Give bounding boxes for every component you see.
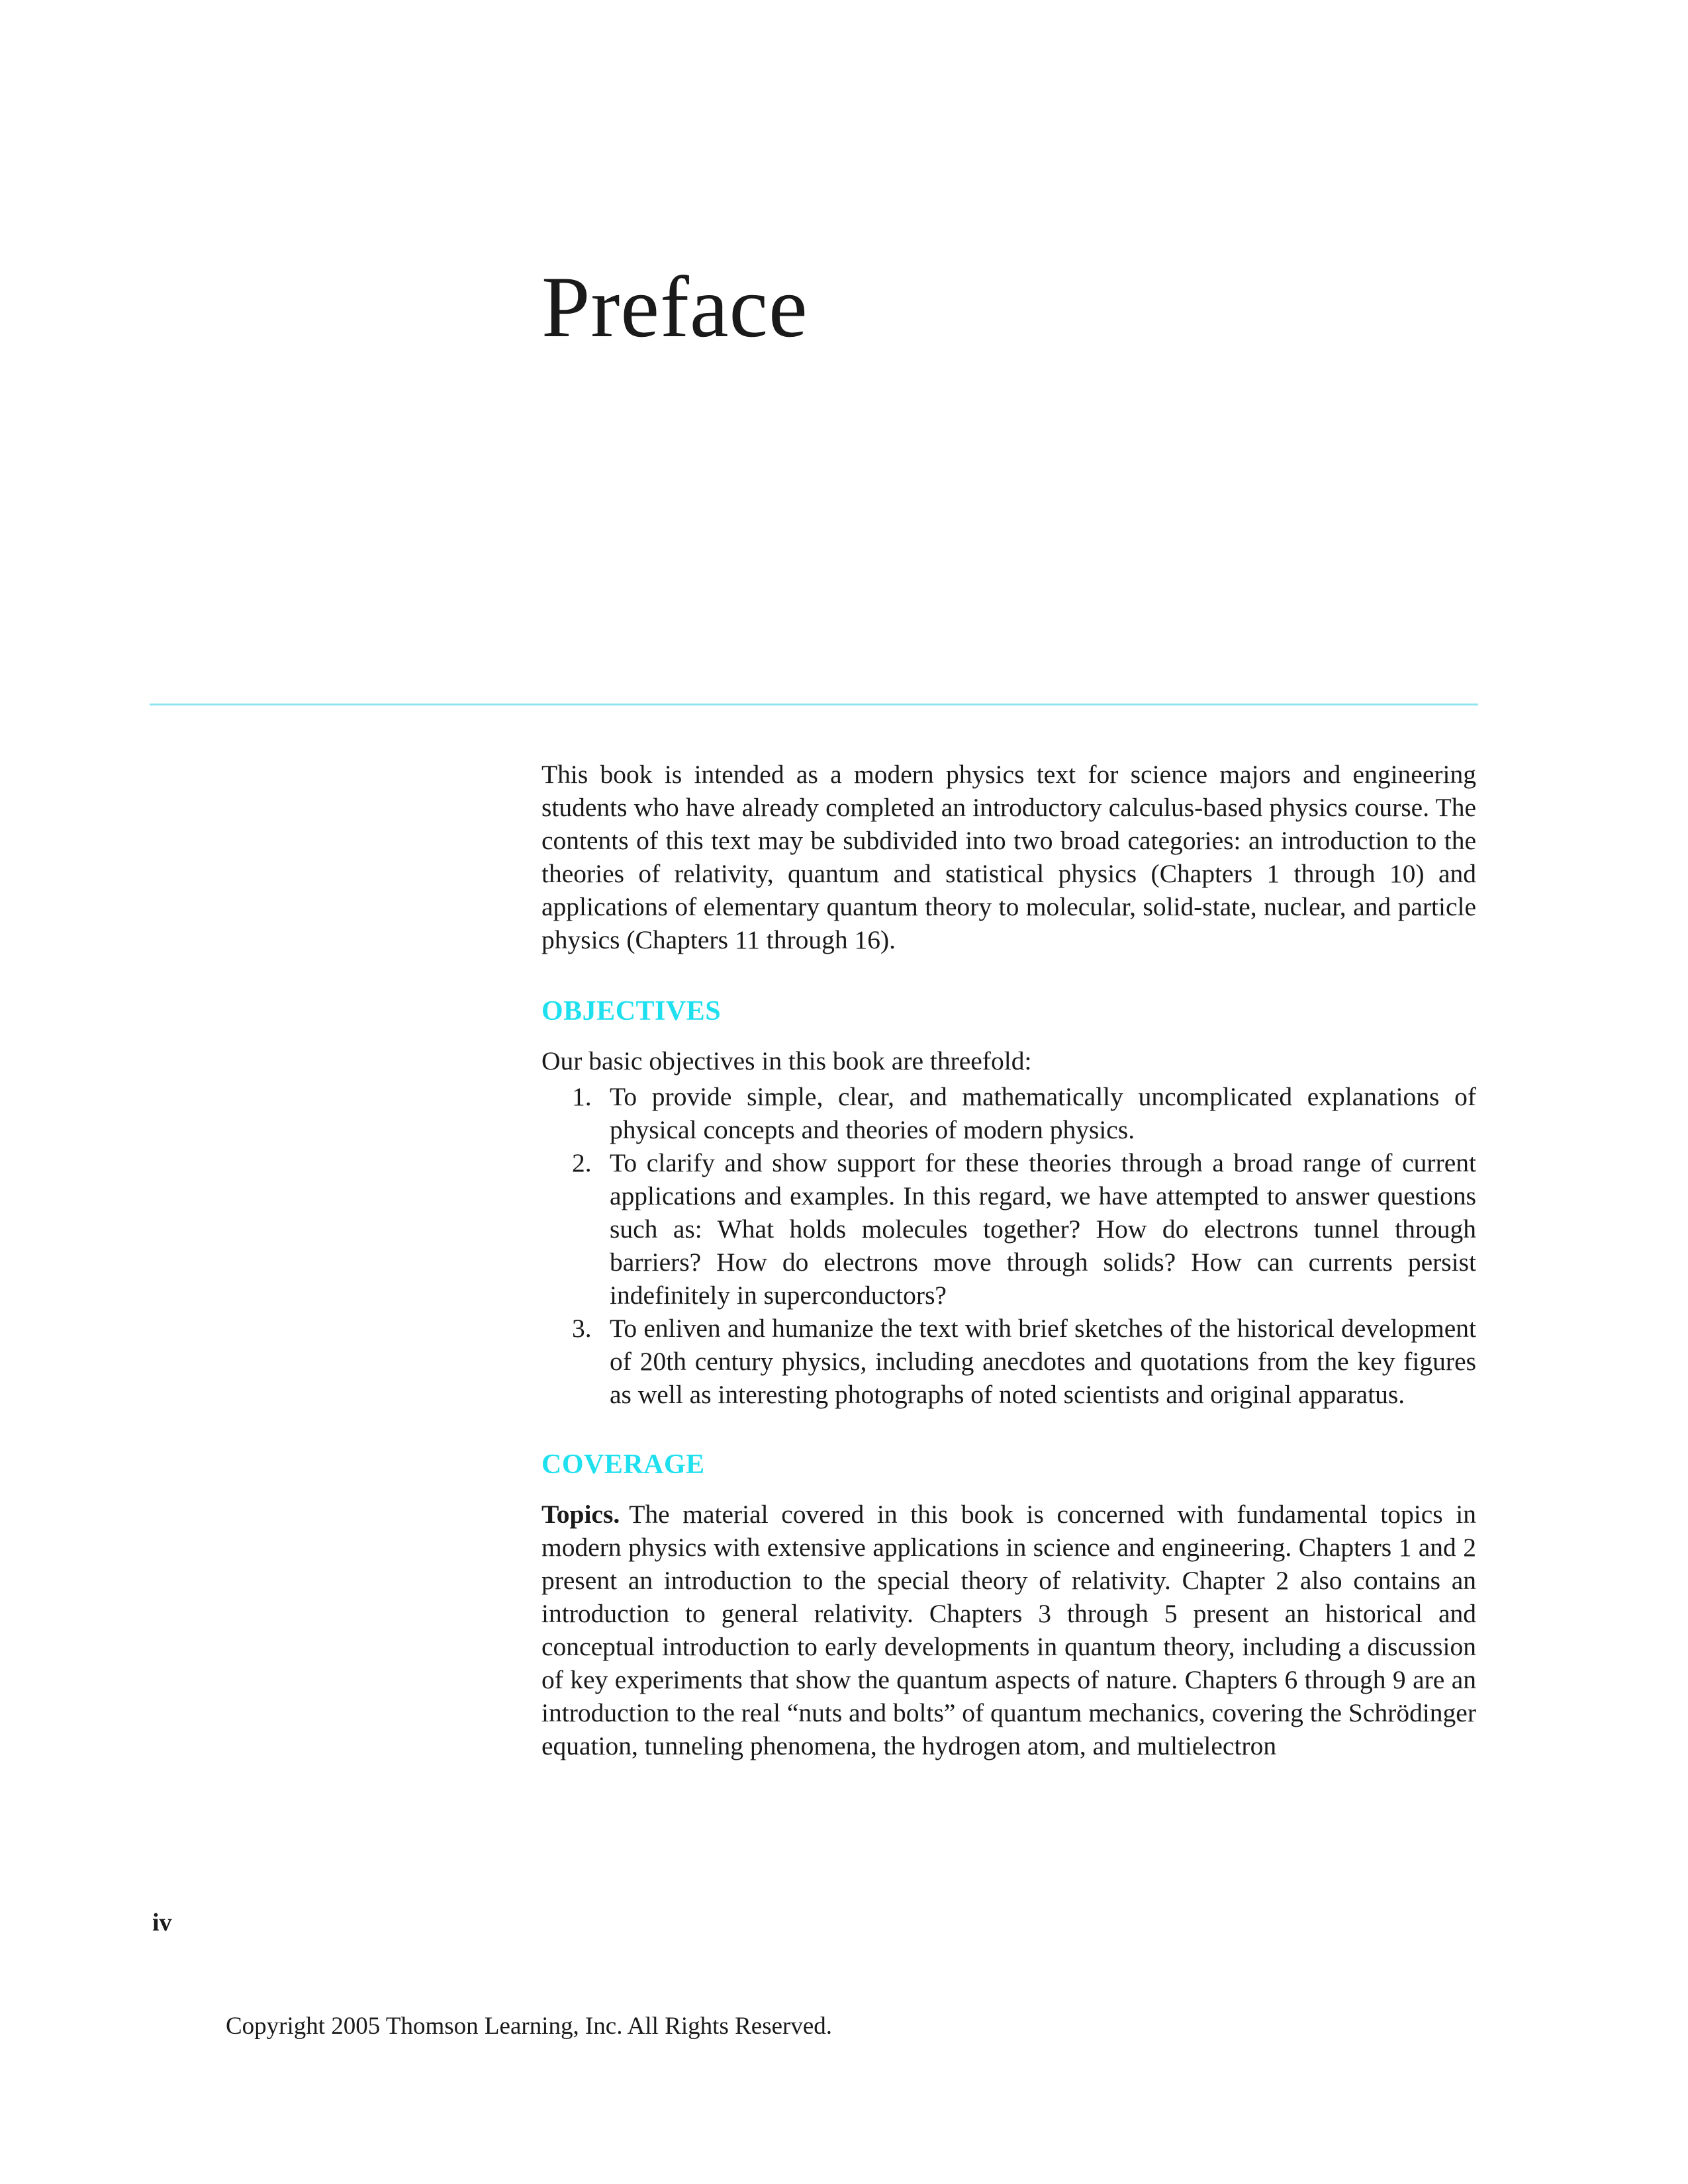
objective-number: 3.: [572, 1314, 592, 1343]
objectives-heading: OBJECTIVES: [541, 996, 722, 1026]
objective-text: To enliven and humanize the text with brief sketches of the historical development of 20th century physics, including anecdotes and quotations from the key figures as well as interesting photographs of noted scientists and original apparatus.: [610, 1314, 1476, 1409]
preface-body: [541, 758, 1476, 1762]
objective-item: [541, 1080, 1476, 1146]
title-divider-rule: [150, 704, 1478, 705]
copyright-notice: Copyright 2005 Thomson Learning, Inc. All Rights Reserved.: [226, 2013, 833, 2040]
objective-text: To provide simple, clear, and mathematically uncomplicated explanations of physical concepts and theories of modern physics.: [610, 1082, 1476, 1144]
page-title: Preface: [541, 258, 808, 355]
topics-text: The material covered in this book is concerned with fundamental topics in modern physics with extensive applications in science and engineering. Chapters 1 and 2 present an introduction to the special theory of relativity. Chapter 2 also contains an introduction to general relativity. Chapters 3 through 5 present an historical and conceptual introduction to early developments in quantum theory, including a discussion of key experiments that show the quantum aspects of nature. Chapters 6 through 9 are an introduction to the real “nuts and bolts” of quantum mechanics, covering the Schrödinger equation, tunneling phenomena, the hydrogen atom, and multielectron: [541, 1500, 1476, 1760]
coverage-topics-paragraph: [541, 1498, 1476, 1762]
coverage-heading: COVERAGE: [541, 1449, 705, 1480]
objective-item: [541, 1312, 1476, 1411]
page-number: iv: [152, 1909, 172, 1936]
intro-paragraph: This book is intended as a modern physics text for science majors and engineering students who have already completed an introductory calculus-based physics course. The contents of this text may be subdivided into two broad categories: an introduction to the theories of relativity, quantum and statistical physics (Chapters 1 through 10) and applications of elementary quantum theory to molecular, solid-state, nuclear, and particle physics (Chapters 11 through 16).: [541, 760, 1476, 954]
objective-text: To clarify and show support for these theories through a broad range of current applications and examples. In this regard, we have attempted to answer questions such as: What holds molecules together? How do electrons tunnel through barriers? How do electrons move through solids? How can currents persist indefinitely in superconductors?: [610, 1148, 1476, 1310]
objective-number: 1.: [572, 1082, 592, 1111]
objectives-list: [541, 1080, 1476, 1411]
objectives-lead: Our basic objectives in this book are threefold:: [541, 1046, 1032, 1075]
topics-run-in-heading: Topics.: [541, 1500, 620, 1529]
objective-number: 2.: [572, 1148, 592, 1177]
objective-item: [541, 1146, 1476, 1312]
